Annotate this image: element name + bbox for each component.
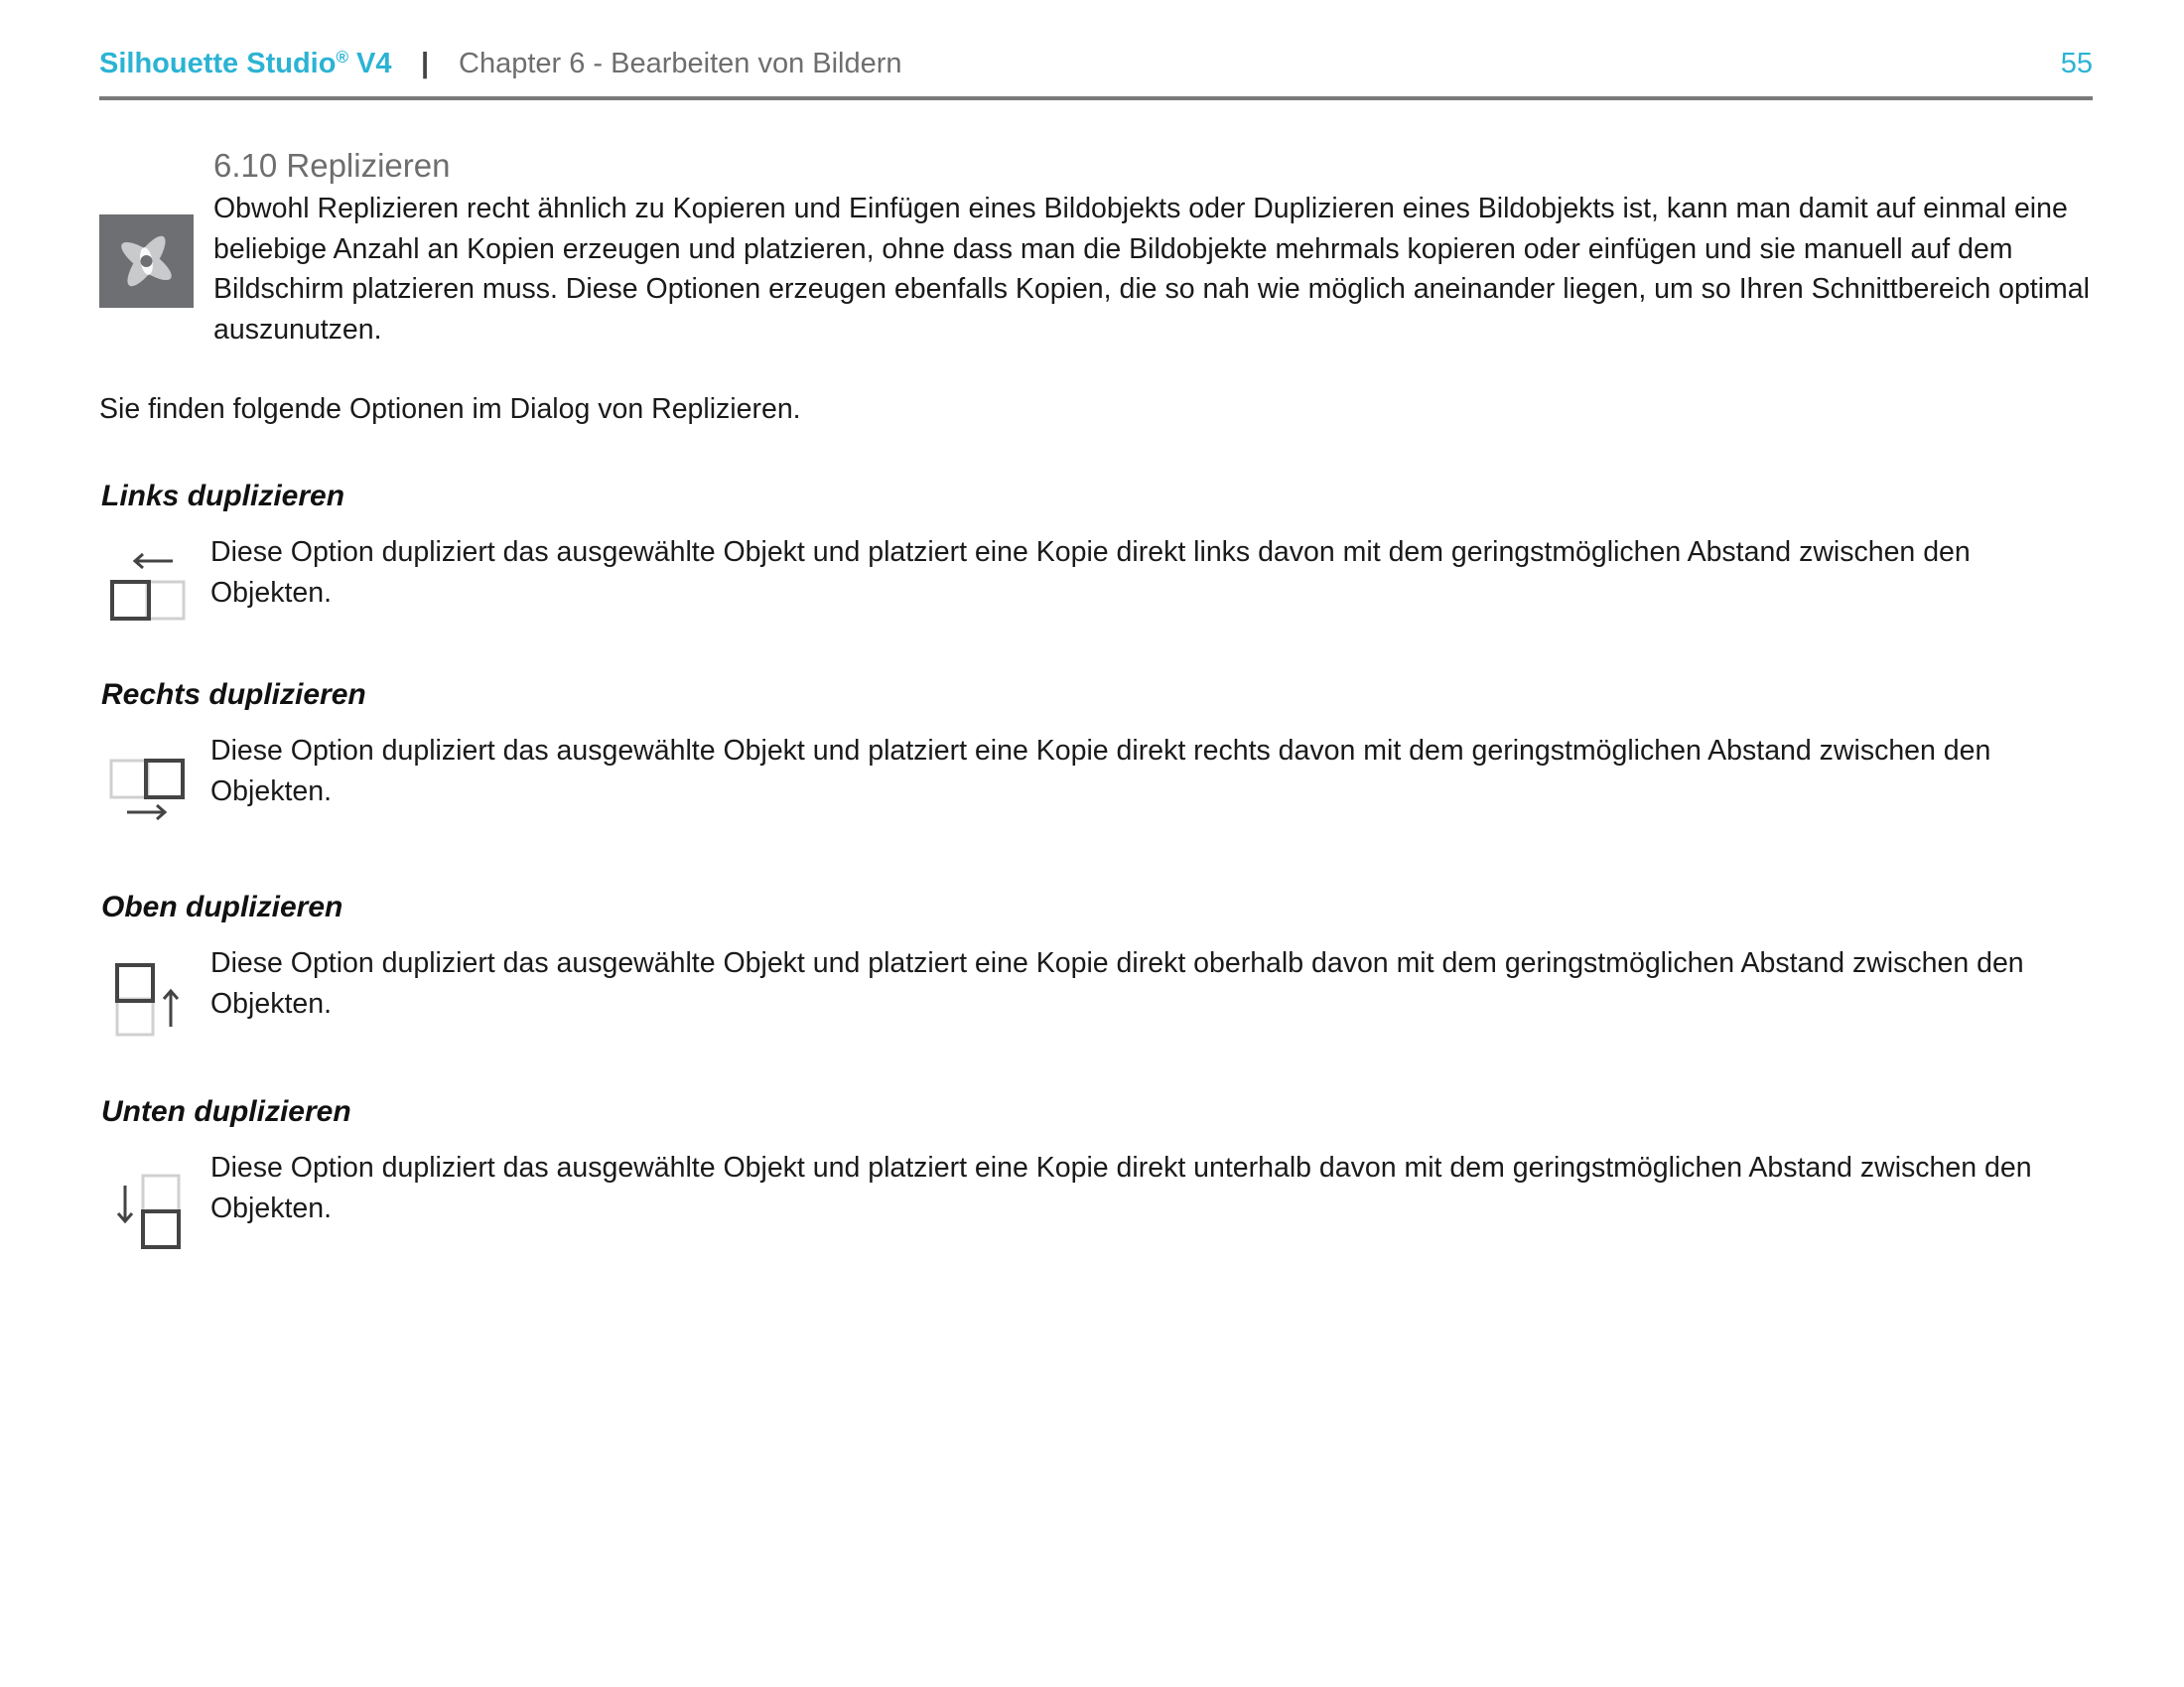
section-title: 6.10 Replizieren [213, 147, 451, 184]
page-number: 55 [2060, 48, 2093, 79]
section-intro: Obwohl Replizieren recht ähnlich zu Kopieren und Einfügen eines Bildobjekts oder Duplizieren eines Bildobjekts ist, kann man damit auf einmal eine beliebige Anzahl an Kopien erzeugen und platzieren, ohne dass man die Bildobjekte mehrmals kopieren oder einfügen und sie manuell auf dem Bildschirm platzieren muss. Diese Optionen erzeugen ebenfalls Kopien, die so nah wie möglich aneinander liegen, um so Ihren Schnittbereich optimal auszunutzen. [213, 193, 2090, 346]
replicate-icon [99, 214, 194, 308]
option-text-right: Diese Option dupliziert das ausgewählte Objekt und platziert eine Kopie direkt rechts davon mit dem geringstmöglichen Abstand zwischen den Objekten. [210, 735, 1991, 807]
option-heading-above: Oben duplizieren [101, 891, 343, 923]
header-separator: | [421, 48, 430, 79]
option-text-left: Diese Option dupliziert das ausgewählte Objekt und platziert eine Kopie direkt links davon mit dem geringstmöglichen Abstand zwischen den Objekten. [210, 536, 1971, 609]
option-text-below: Diese Option dupliziert das ausgewählte Objekt und platziert eine Kopie direkt unterhalb davon mit dem geringstmöglichen Abstand zwischen den Objekten. [210, 1152, 2032, 1224]
option-heading-right: Rechts duplizieren [101, 678, 366, 711]
page-header [99, 48, 2093, 91]
brand-version: V4 [347, 48, 392, 79]
options-lead: Sie finden folgende Optionen im Dialog von Replizieren. [99, 393, 801, 425]
brand-title [99, 48, 392, 80]
brand-name: Silhouette Studio [99, 48, 337, 79]
option-text-above: Diese Option dupliziert das ausgewählte Objekt und platziert eine Kopie direkt oberhalb davon mit dem geringstmöglichen Abstand zwischen den Objekten. [210, 947, 2024, 1020]
header-divider [99, 96, 2093, 100]
option-heading-below: Unten duplizieren [101, 1095, 351, 1128]
brand-registered-mark: ® [336, 48, 348, 67]
duplicate-below-icon [103, 1162, 195, 1251]
option-heading-left: Links duplizieren [101, 480, 345, 512]
duplicate-above-icon [103, 953, 195, 1043]
duplicate-left-icon [103, 544, 195, 633]
chapter-title: Chapter 6 - Bearbeiten von Bildern [459, 48, 902, 79]
duplicate-right-icon [103, 745, 195, 834]
